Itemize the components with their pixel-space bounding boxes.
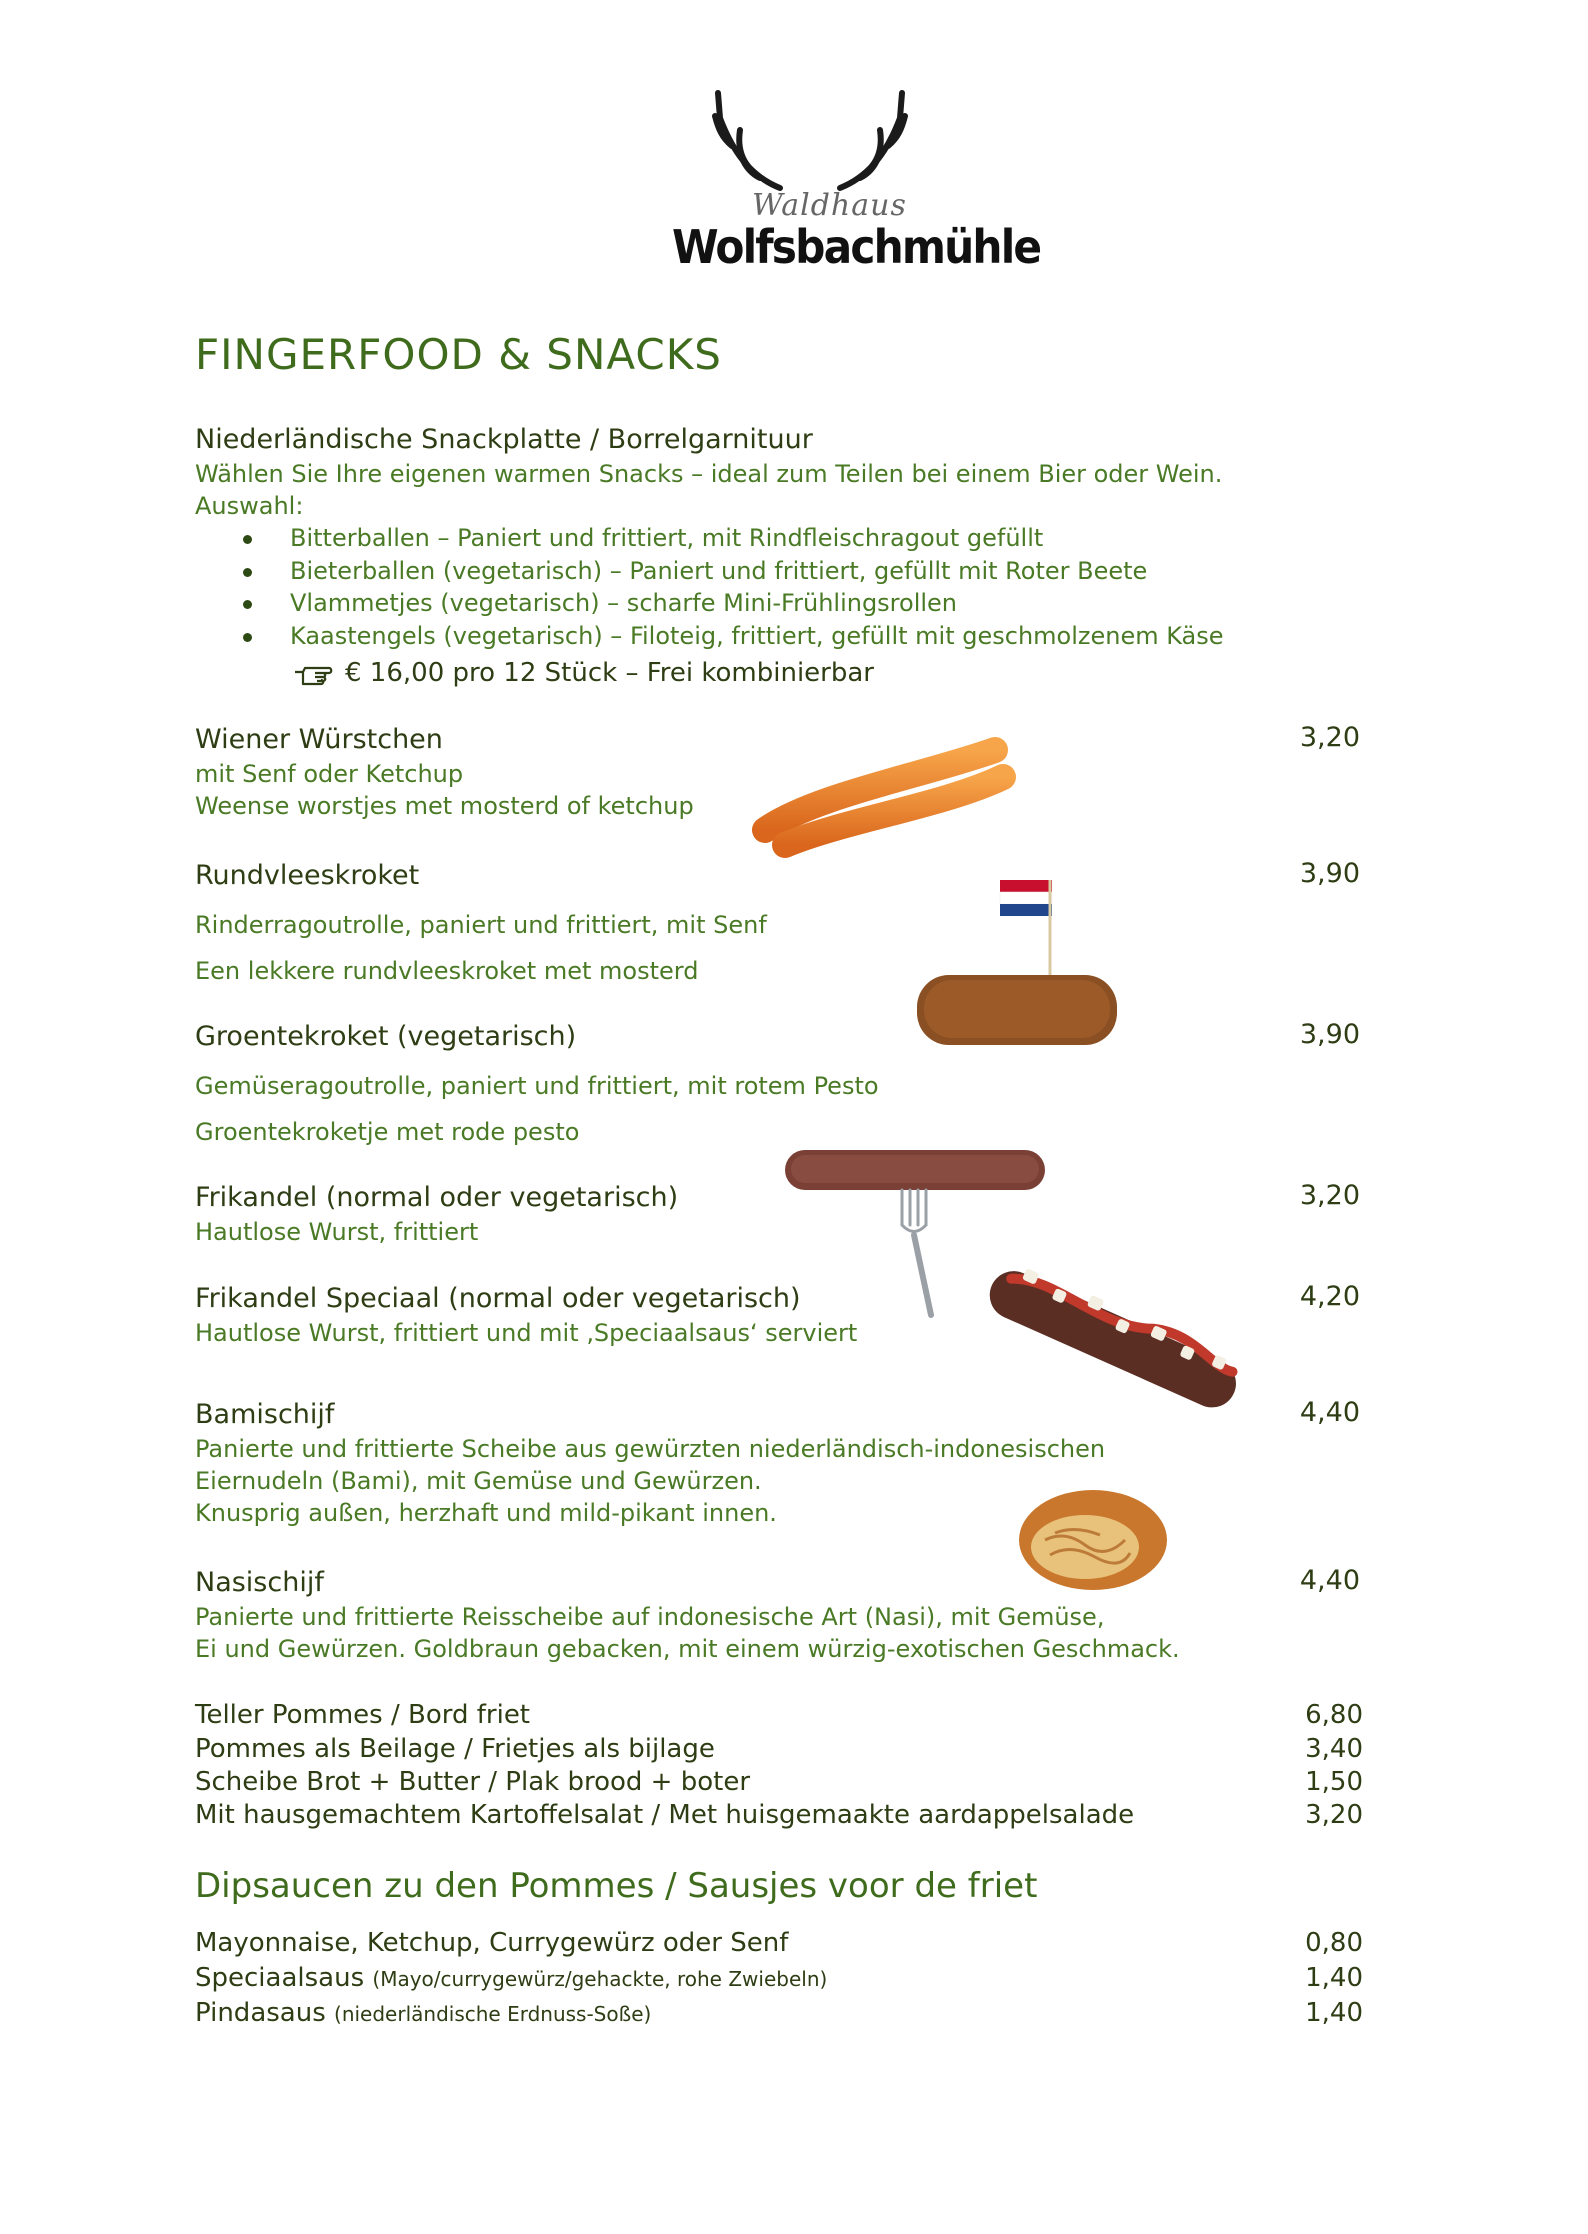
side-row (195, 1700, 1363, 1730)
item-price: 3,90 (1299, 1019, 1360, 1050)
item-desc: Een lekkere rundvleeskroket met mosterd (195, 957, 699, 985)
menu-item-bamischijf (195, 1397, 1105, 1529)
item-title: Nasischijf (195, 1567, 324, 1598)
restaurant-logo (660, 88, 1041, 288)
snackplatte-price-note: € 16,00 pro 12 Stück – Frei kombinierbar (345, 658, 874, 688)
item-desc: Gemüseragoutrolle, paniert und frittiert, mit rotem Pesto (195, 1072, 879, 1100)
menu-item-frikandel (195, 1180, 678, 1248)
side-row (195, 1767, 1363, 1797)
item-price: 4,40 (1299, 1565, 1360, 1596)
snackplatte-title: Niederländische Snackplatte / Borrelgarnituur (195, 424, 813, 455)
item-price: 4,20 (1299, 1281, 1360, 1312)
menu-item-frikandel-speciaal (195, 1281, 857, 1349)
list-item: Vlammetjes (vegetarisch) – scharfe Mini-Frühlingsrollen (195, 587, 1395, 620)
logo-script-text: Waldhaus (752, 188, 907, 223)
item-desc: Ei und Gewürzen. Goldbraun gebacken, mit einem würzig-exotischen Geschmack. (195, 1635, 1180, 1663)
side-row (195, 1734, 1363, 1764)
antlers-icon (660, 88, 960, 198)
list-item: Bieterballen (vegetarisch) – Paniert und frittiert, gefüllt mit Roter Beete (195, 555, 1395, 588)
menu-item-wiener (195, 722, 694, 822)
item-title: Frikandel (normal oder vegetarisch) (195, 1182, 679, 1213)
item-title: Wiener Würstchen (195, 724, 443, 755)
item-desc: Hautlose Wurst, frittiert und mit ‚Speciaalsaus‘ serviert (195, 1319, 858, 1347)
dip-price: 1,40 (1305, 1998, 1363, 2028)
page-title: FINGERFOOD & SNACKS (195, 330, 722, 379)
item-desc: Weense worstjes met mosterd of ketchup (195, 792, 694, 820)
dip-label: Mayonnaise, Ketchup, Currygewürz oder Senf (195, 1928, 789, 1958)
side-label: Teller Pommes / Bord friet (195, 1700, 531, 1730)
item-price: 3,20 (1299, 722, 1360, 753)
dip-note: (Mayo/currygewürz/gehackte, rohe Zwiebeln) (372, 1967, 828, 1991)
menu-item-groentekroket (195, 1019, 879, 1155)
item-desc: Knusprig außen, herzhaft und mild-pikant innen. (195, 1499, 777, 1527)
list-item: Kaastengels (vegetarisch) – Filoteig, frittiert, gefüllt mit geschmolzenem Käse (195, 620, 1395, 653)
item-price: 4,40 (1299, 1397, 1360, 1428)
snackplatte-options (195, 522, 1395, 652)
item-desc: Panierte und frittierte Reisscheibe auf indonesische Art (Nasi), mit Gemüse, (195, 1603, 1105, 1631)
snackplatte-price-row (195, 656, 1395, 690)
side-row (195, 1800, 1363, 1830)
logo-name-text: Wolfsbachmühle (672, 220, 1041, 274)
item-desc: Panierte und frittierte Scheibe aus gewürzten niederländisch-indonesischen (195, 1435, 1106, 1463)
snackplatte-section (195, 422, 1395, 690)
list-item: Bitterballen – Paniert und frittiert, mit Rindfleischragout gefüllt (195, 522, 1395, 555)
side-price: 3,20 (1305, 1800, 1363, 1830)
item-title: Bamischijf (195, 1399, 335, 1430)
item-desc: Eiernudeln (Bami), mit Gemüse und Gewürzen. (195, 1467, 762, 1495)
snackplatte-auswahl: Auswahl: (195, 492, 304, 520)
snackplatte-desc: Wählen Sie Ihre eigenen warmen Snacks – ideal zum Teilen bei einem Bier oder Wein. (195, 460, 1223, 488)
dip-row (195, 1928, 1363, 1958)
item-desc: Groentekroketje met rode pesto (195, 1118, 580, 1146)
menu-item-rundvleeskroket (195, 858, 767, 994)
frikandel-speciaal-image (975, 1265, 1250, 1415)
dip-price: 0,80 (1305, 1928, 1363, 1958)
sausages-image (755, 735, 1015, 865)
dip-note: (niederländische Erdnuss-Soße) (334, 2002, 652, 2026)
dip-label: Speciaalsaus (195, 1963, 365, 1993)
side-label: Mit hausgemachtem Kartoffelsalat / Met huisgemaakte aardappelsalade (195, 1800, 1135, 1830)
item-title: Groentekroket (vegetarisch) (195, 1021, 577, 1052)
dips-title: Dipsaucen zu den Pommes / Sausjes voor de friet (195, 1866, 1038, 1906)
item-title: Rundvleeskroket (195, 860, 420, 891)
side-label: Scheibe Brot + Butter / Plak brood + boter (195, 1767, 751, 1797)
bamischijf-image (1015, 1485, 1170, 1595)
side-label: Pommes als Beilage / Frietjes als bijlage (195, 1734, 715, 1764)
item-desc: mit Senf oder Ketchup (195, 760, 464, 788)
kroket-image (912, 880, 1122, 1060)
item-price: 3,20 (1299, 1180, 1360, 1211)
dip-label: Pindasaus (195, 1998, 326, 2028)
item-price: 3,90 (1299, 858, 1360, 889)
item-title: Frikandel Speciaal (normal oder vegetarisch) (195, 1283, 801, 1314)
side-price: 1,50 (1305, 1767, 1363, 1797)
dip-price: 1,40 (1305, 1963, 1363, 1993)
item-desc: Hautlose Wurst, frittiert (195, 1218, 479, 1246)
side-price: 3,40 (1305, 1734, 1363, 1764)
item-desc: Rinderragoutrolle, paniert und frittiert, mit Senf (195, 911, 767, 939)
dip-row (195, 1963, 1363, 1993)
pointing-hand-icon (293, 662, 333, 686)
side-price: 6,80 (1305, 1700, 1363, 1730)
dip-row (195, 1998, 1363, 2028)
